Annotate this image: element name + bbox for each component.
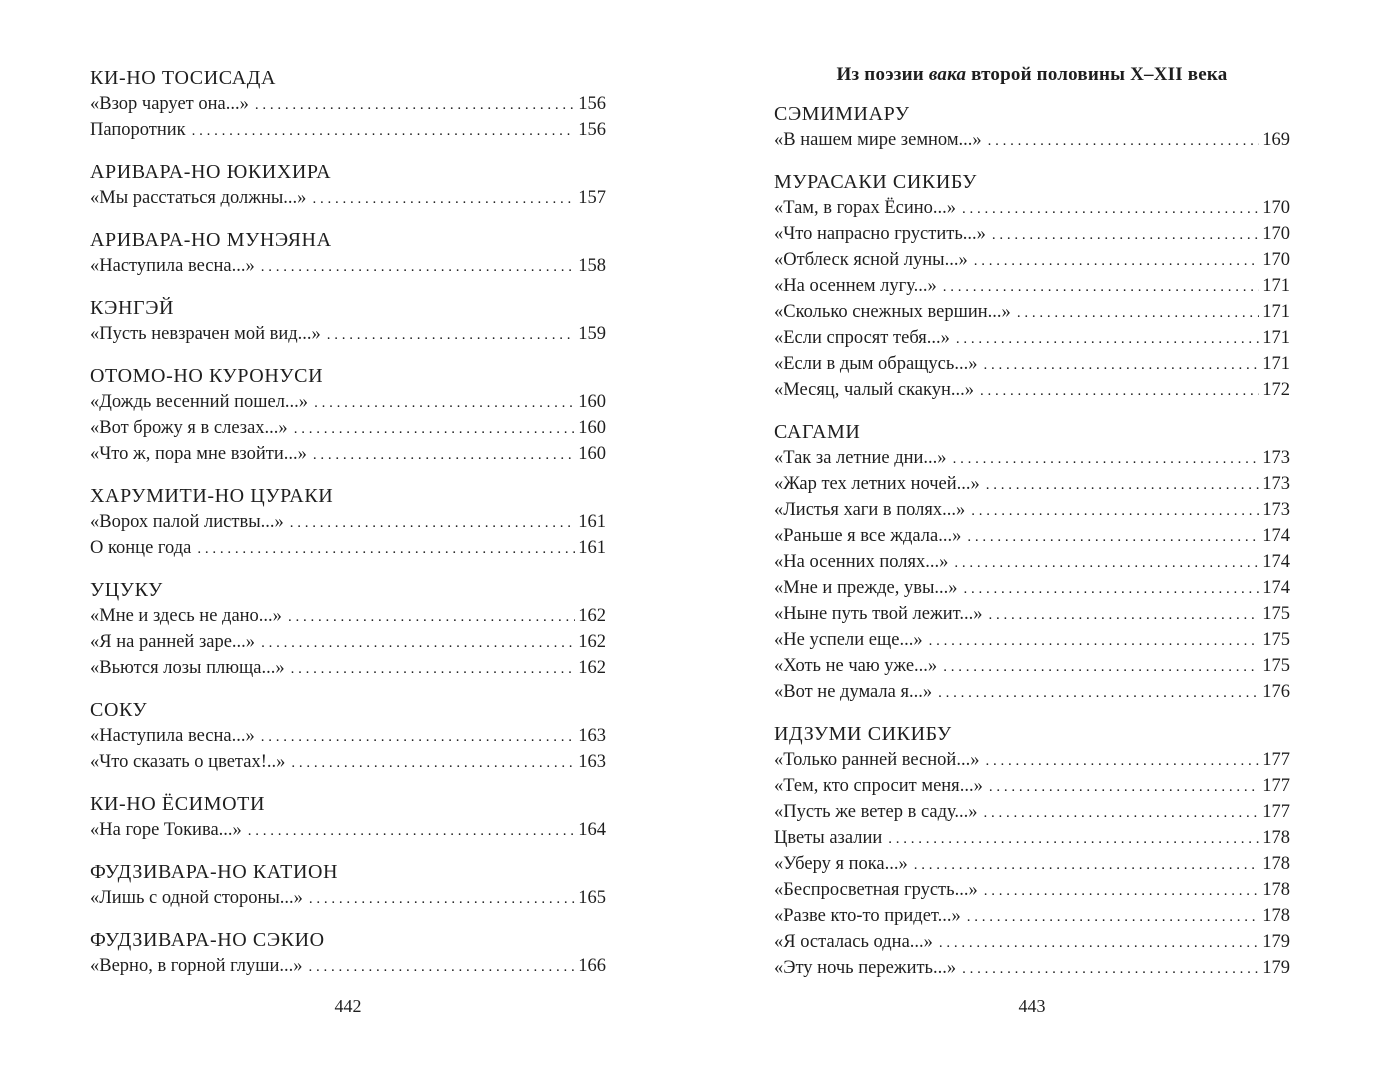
entry-title: «Если спросят тебя...»: [774, 328, 950, 348]
entry-title: «Раньше я все ждала...»: [774, 526, 962, 546]
entry-title: «Если в дым обращусь...»: [774, 354, 978, 374]
toc-entry: [90, 442, 606, 468]
entry-page-number: 156: [578, 94, 606, 114]
entry-page-number: 171: [1262, 328, 1290, 348]
dot-leader: [953, 447, 1260, 472]
author-heading: ОТОМО-НО КУРОНУСИ: [90, 365, 324, 387]
dot-leader: [943, 275, 1260, 300]
dot-leader: [943, 655, 1259, 680]
entry-page-number: 162: [578, 606, 606, 626]
dot-leader: [291, 751, 575, 776]
dot-leader: [992, 223, 1259, 248]
toc-entry: [774, 904, 1290, 930]
entry-page-number: 163: [578, 726, 606, 746]
dot-leader: [985, 749, 1259, 774]
entry-page-number: 173: [1262, 448, 1290, 468]
dot-leader: [929, 629, 1260, 654]
entry-page-number: 174: [1262, 578, 1290, 598]
entry-title: «Мы расстаться должны...»: [90, 188, 307, 208]
running-head-italic: вака: [928, 64, 967, 85]
toc-entry: [774, 826, 1290, 852]
entry-page-number: 174: [1262, 552, 1290, 572]
dot-leader: [290, 511, 575, 536]
dot-leader: [291, 657, 576, 682]
entry-title: «Жар тех летних ночей...»: [774, 474, 980, 494]
dot-leader: [248, 819, 575, 844]
dot-leader: [938, 681, 1259, 706]
left-toc: [90, 64, 606, 980]
entry-page-number: 179: [1262, 932, 1290, 952]
dot-leader: [939, 931, 1259, 956]
entry-page-number: 176: [1262, 682, 1290, 702]
entry-page-number: 157: [578, 188, 606, 208]
dot-leader: [988, 129, 1260, 154]
running-head: [774, 62, 1290, 88]
dot-leader: [327, 323, 575, 348]
toc-entry: [774, 472, 1290, 498]
author-heading: ИДЗУМИ СИКИБУ: [774, 723, 952, 745]
entry-title: «Вот не думала я...»: [774, 682, 933, 702]
entry-page-number: 162: [578, 632, 606, 652]
entry-title: «Не успели еще...»: [774, 630, 923, 650]
toc-entry: [774, 378, 1290, 404]
entry-title: «Я осталась одна...»: [774, 932, 933, 952]
author-heading: САГАМИ: [774, 421, 861, 443]
author-heading: ФУДЗИВАРА-НО КАТИОН: [90, 861, 339, 883]
entry-title: «Тем, кто спросит меня...»: [774, 776, 983, 796]
entry-page-number: 165: [578, 888, 606, 908]
toc-entry: [90, 750, 606, 776]
dot-leader: [1017, 301, 1259, 326]
entry-title: «Там, в горах Ёсино...»: [774, 198, 957, 218]
dot-leader: [974, 249, 1260, 274]
toc-entry: [90, 510, 606, 536]
entry-page-number: 166: [578, 956, 606, 976]
entry-title: «На осеннем лугу...»: [774, 276, 937, 296]
dot-leader: [888, 827, 1259, 852]
page-number-right: 443: [1018, 996, 1046, 1016]
toc-entry: [90, 92, 606, 118]
toc-entry: [774, 524, 1290, 550]
author-heading: УЦУКУ: [90, 579, 163, 601]
toc-entry: [774, 680, 1290, 706]
dot-leader: [914, 853, 1259, 878]
toc-entry: [90, 630, 606, 656]
entry-title: «На осенних полях...»: [774, 552, 949, 572]
entry-title: «Листья хаги в полях...»: [774, 500, 966, 520]
toc-entry: [90, 390, 606, 416]
toc-entry: [774, 748, 1290, 774]
entry-title: «Пусть же ветер в саду...»: [774, 802, 978, 822]
entry-page-number: 161: [578, 538, 606, 558]
toc-entry: [90, 724, 606, 750]
toc-entry: [774, 654, 1290, 680]
entry-title: «В нашем мире земном...»: [774, 130, 982, 150]
entry-page-number: 173: [1262, 500, 1290, 520]
toc-entry: [774, 800, 1290, 826]
entry-page-number: 178: [1262, 854, 1290, 874]
entry-page-number: 175: [1262, 630, 1290, 650]
author-heading: СОКУ: [90, 699, 148, 721]
entry-title: «Отблеск ясной луны...»: [774, 250, 968, 270]
entry-page-number: 178: [1262, 880, 1290, 900]
toc-entry: [90, 536, 606, 562]
author-heading: СЭМИМИАРУ: [774, 103, 910, 125]
dot-leader: [983, 353, 1259, 378]
author-heading: АРИВАРА-НО МУНЭЯНА: [90, 229, 332, 251]
entry-page-number: 177: [1262, 750, 1290, 770]
entry-page-number: 170: [1262, 224, 1290, 244]
toc-entry: [90, 818, 606, 844]
entry-page-number: 173: [1262, 474, 1290, 494]
author-heading: КЭНГЭЙ: [90, 297, 175, 319]
dot-leader: [989, 775, 1259, 800]
page-number-left: 442: [334, 996, 362, 1016]
entry-page-number: 159: [578, 324, 606, 344]
entry-title: «Месяц, чалый скакун...»: [774, 380, 974, 400]
toc-entry: [90, 254, 606, 280]
dot-leader: [956, 327, 1259, 352]
dot-leader: [967, 525, 1259, 550]
dot-leader: [255, 93, 575, 118]
entry-page-number: 174: [1262, 526, 1290, 546]
dot-leader: [986, 473, 1259, 498]
entry-page-number: 172: [1262, 380, 1290, 400]
entry-title: «Беспросветная грусть...»: [774, 880, 978, 900]
toc-entry: [774, 878, 1290, 904]
toc-entry: [774, 128, 1290, 154]
entry-title: «Мне и прежде, увы...»: [774, 578, 958, 598]
dot-leader: [314, 391, 575, 416]
toc-entry: [90, 886, 606, 912]
entry-page-number: 171: [1262, 302, 1290, 322]
entry-title: «Сколько снежных вершин...»: [774, 302, 1011, 322]
toc-entry: [774, 446, 1290, 472]
entry-title: «Наступила весна...»: [90, 726, 255, 746]
entry-title: «Наступила весна...»: [90, 256, 255, 276]
entry-title: О конце года: [90, 538, 192, 558]
entry-title: «Так за летние дни...»: [774, 448, 947, 468]
dot-leader: [294, 417, 576, 442]
entry-page-number: 170: [1262, 198, 1290, 218]
entry-page-number: 177: [1262, 802, 1290, 822]
toc-entry: [774, 774, 1290, 800]
dot-leader: [954, 551, 1259, 576]
right-toc: [774, 100, 1290, 982]
toc-entry: [774, 852, 1290, 878]
entry-title: «Вьются лозы плюща...»: [90, 658, 285, 678]
dot-leader: [313, 443, 575, 468]
entry-title: «Что напрасно грустить...»: [774, 224, 986, 244]
dot-leader: [980, 379, 1259, 404]
toc-entry: [774, 602, 1290, 628]
running-head-before: Из поэзии: [836, 64, 929, 85]
entry-title: «Лишь с одной стороны...»: [90, 888, 303, 908]
entry-title: «Вот брожу я в слезах...»: [90, 418, 288, 438]
toc-entry: [774, 196, 1290, 222]
entry-page-number: 178: [1262, 906, 1290, 926]
dot-leader: [964, 577, 1260, 602]
entry-title: «Уберу я пока...»: [774, 854, 908, 874]
entry-title: «Ворох палой листвы...»: [90, 512, 284, 532]
entry-title: Папоротник: [90, 120, 186, 140]
entry-page-number: 162: [578, 658, 606, 678]
entry-page-number: 170: [1262, 250, 1290, 270]
dot-leader: [192, 119, 576, 144]
running-head-after: второй половины X–XII века: [966, 64, 1228, 85]
dot-leader: [309, 955, 576, 980]
toc-entry: [90, 604, 606, 630]
entry-title: «Дождь весенний пошел...»: [90, 392, 309, 412]
entry-title: «Верно, в горной глуши...»: [90, 956, 303, 976]
dot-leader: [288, 605, 575, 630]
entry-page-number: 177: [1262, 776, 1290, 796]
entry-page-number: 161: [578, 512, 606, 532]
entry-page-number: 160: [578, 418, 606, 438]
entry-page-number: 175: [1262, 604, 1290, 624]
toc-entry: [774, 930, 1290, 956]
author-heading: КИ-НО ЁСИМОТИ: [90, 793, 266, 815]
dot-leader: [967, 905, 1260, 930]
toc-entry: [774, 326, 1290, 352]
toc-entry: [774, 352, 1290, 378]
entry-title: «На горе Токива...»: [90, 820, 242, 840]
entry-title: «Только ранней весной...»: [774, 750, 980, 770]
entry-title: «Пусть невзрачен мой вид...»: [90, 324, 321, 344]
dot-leader: [989, 603, 1260, 628]
entry-page-number: 164: [578, 820, 606, 840]
toc-entry: [774, 222, 1290, 248]
toc-entry: [774, 628, 1290, 654]
dot-leader: [962, 957, 1259, 982]
toc-entry: [90, 118, 606, 144]
dot-leader: [962, 197, 1259, 222]
author-heading: АРИВАРА-НО ЮКИХИРА: [90, 161, 332, 183]
dot-leader: [261, 255, 576, 280]
entry-page-number: 171: [1262, 276, 1290, 296]
toc-entry: [90, 416, 606, 442]
entry-page-number: 160: [578, 444, 606, 464]
toc-entry: [90, 656, 606, 682]
author-heading: ФУДЗИВАРА-НО СЭКИО: [90, 929, 325, 951]
entry-title: «Взор чарует она...»: [90, 94, 249, 114]
dot-leader: [261, 631, 575, 656]
entry-page-number: 175: [1262, 656, 1290, 676]
toc-entry: [774, 550, 1290, 576]
dot-leader: [971, 499, 1259, 524]
entry-title: «Разве кто-то придет...»: [774, 906, 961, 926]
entry-title: Цветы азалии: [774, 828, 883, 848]
entry-title: «Мне и здесь не дано...»: [90, 606, 282, 626]
toc-entry: [774, 498, 1290, 524]
entry-title: «Эту ночь пережить...»: [774, 958, 957, 978]
entry-page-number: 156: [578, 120, 606, 140]
author-heading: МУРАСАКИ СИКИБУ: [774, 171, 978, 193]
toc-entry: [90, 186, 606, 212]
toc-entry: [774, 576, 1290, 602]
entry-title: «Хоть не чаю уже...»: [774, 656, 938, 676]
dot-leader: [309, 887, 575, 912]
entry-page-number: 163: [578, 752, 606, 772]
author-heading: ХАРУМИТИ-НО ЦУРАКИ: [90, 485, 334, 507]
toc-entry: [90, 322, 606, 348]
toc-entry: [774, 300, 1290, 326]
entry-title: «Я на ранней заре...»: [90, 632, 256, 652]
entry-title: «Что сказать о цветах!..»: [90, 752, 286, 772]
entry-title: «Что ж, пора мне взойти...»: [90, 444, 307, 464]
entry-page-number: 179: [1262, 958, 1290, 978]
entry-page-number: 160: [578, 392, 606, 412]
entry-page-number: 158: [578, 256, 606, 276]
dot-leader: [984, 801, 1260, 826]
entry-title: «Ныне путь твой лежит...»: [774, 604, 983, 624]
toc-entry: [774, 248, 1290, 274]
dot-leader: [312, 187, 575, 212]
toc-entry: [90, 954, 606, 980]
dot-leader: [197, 537, 575, 562]
entry-page-number: 178: [1262, 828, 1290, 848]
toc-entry: [774, 274, 1290, 300]
author-heading: КИ-НО ТОСИСАДА: [90, 67, 277, 89]
entry-page-number: 169: [1262, 130, 1290, 150]
dot-leader: [984, 879, 1260, 904]
dot-leader: [261, 725, 576, 750]
toc-entry: [774, 956, 1290, 982]
entry-page-number: 171: [1262, 354, 1290, 374]
